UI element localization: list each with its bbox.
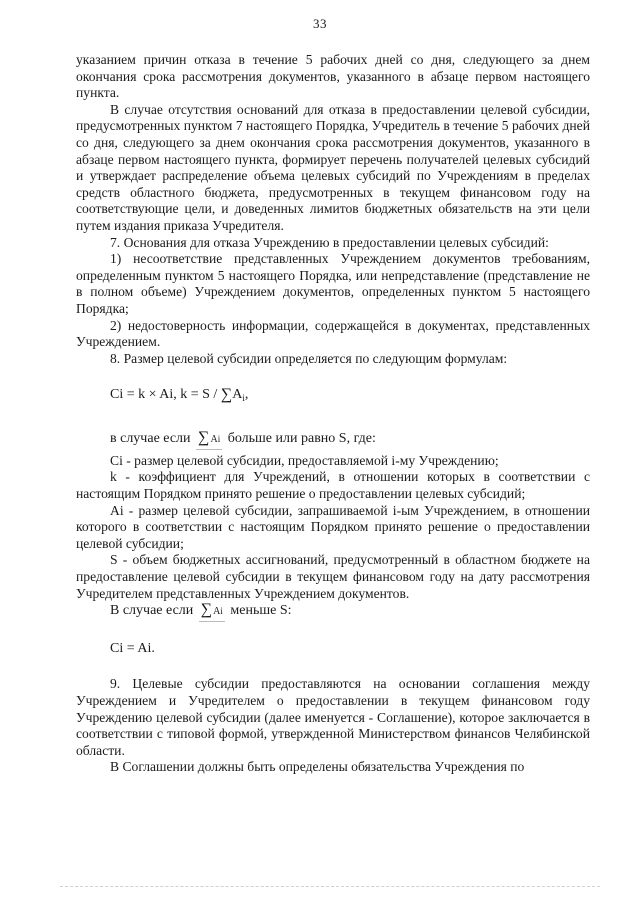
paragraph-item-7-2: 2) недостоверность информации, содержащейся в документах, представленных Учреждением. [76, 317, 590, 350]
definition-s: S - объем бюджетных ассигнований, предусмотренный в областном бюджете на предоставление целевой субсидии в текущем финансовом году на дату рассмотрения Учредителем представленных Учреждением документов. [76, 552, 590, 601]
formula-ci-k-left: Ci = k × Ai, k = S / [110, 387, 221, 403]
paragraph-item-9: 9. Целевые субсидии предоставляются на основании соглашения между Учреждением и Учредителем о предоставлении в текущем финансовом году Учреждению целевой субсидии (далее именуется - Соглашение), которое заключается в соответствии с типовой формой, утвержденной Министерством финансов Челябинской области. [76, 676, 590, 758]
sum-term: A [210, 434, 218, 446]
formula-subscript: i [242, 393, 245, 404]
definition-ai: Ai - размер целевой субсидии, запрашиваемой i-ым Учреждением, в отношении которого в соответствии с настоящим Порядком принято решение о предоставлении целевой субсидии; [76, 502, 590, 551]
paragraph-continuation: указанием причин отказа в течение 5 рабочих дней со дня, следующего за днем окончания срока рассмотрения документов, указанного в абзаце первом настоящего пункта. [76, 52, 590, 101]
condition-suffix: больше или равно S, где: [224, 431, 376, 447]
formula-end: , [244, 387, 249, 403]
formula-ci-equals-ai: Ci = Ai. [110, 640, 155, 656]
paragraph-item-7-1: 1) несоответствие представленных Учреждением документов требованиям, определенным пунктом 5 настоящего Порядка, или непредставление (представление не в полном объеме) Учреждением документов, определенных пунктом 5 настоящего Порядка; [76, 251, 590, 316]
sum-symbol: ∑ [198, 429, 210, 447]
scan-bottom-edge [60, 886, 600, 887]
sum-box [196, 430, 222, 450]
sum-box [199, 602, 225, 622]
formula-term: A [232, 387, 243, 403]
definition-ci: Ci - размер целевой субсидии, предоставляемой i-му Учреждению; [110, 452, 499, 468]
sum-term: A [213, 606, 221, 618]
paragraph-no-refusal: В случае отсутствия оснований для отказа в предоставлении целевой субсидии, предусмотренных пунктом 7 настоящего Порядка, Учредитель в течение 5 рабочих дней со дня, следующего за днем окончания срока рассмотрения документов, указанного в абзаце первом настоящего пункта, формирует перечень получателей целевых субсидий и утверждает распределение объема целевых субсидий по Учреждениям в пределах средств областного бюджета, предусмотренных в текущем финансовом году на соответствующие цели, и доведенных лимитов бюджетных обязательств на эти цели путем издания приказа Учредителя. [76, 101, 590, 233]
document-body [76, 52, 590, 776]
sum-subscript: i [217, 434, 221, 445]
formula-ci-k [110, 387, 590, 411]
condition-greater-equal [110, 430, 590, 450]
paragraph-item-8: 8. Размер целевой субсидии определяется по следующим формулам: [110, 350, 508, 366]
sum-subscript: i [220, 606, 223, 617]
definition-k: k - коэффициент для Учреждений, в отношении которых в соответствии с настоящим Порядком принято решение о предоставлении целевых субсидий; [76, 469, 590, 502]
sum-symbol: ∑ [220, 386, 233, 404]
page-number: 33 [313, 16, 327, 31]
condition-prefix: в случае если [110, 431, 195, 447]
condition-prefix: В случае если [110, 603, 197, 619]
condition-suffix: меньше S: [226, 603, 292, 619]
paragraph-item-7: 7. Основания для отказа Учреждению в предоставлении целевых субсидий: [110, 234, 549, 250]
sum-symbol: ∑ [200, 601, 213, 619]
condition-less [110, 602, 590, 622]
paragraph-agreement: В Соглашении должны быть определены обязательства Учреждения по [110, 759, 525, 775]
